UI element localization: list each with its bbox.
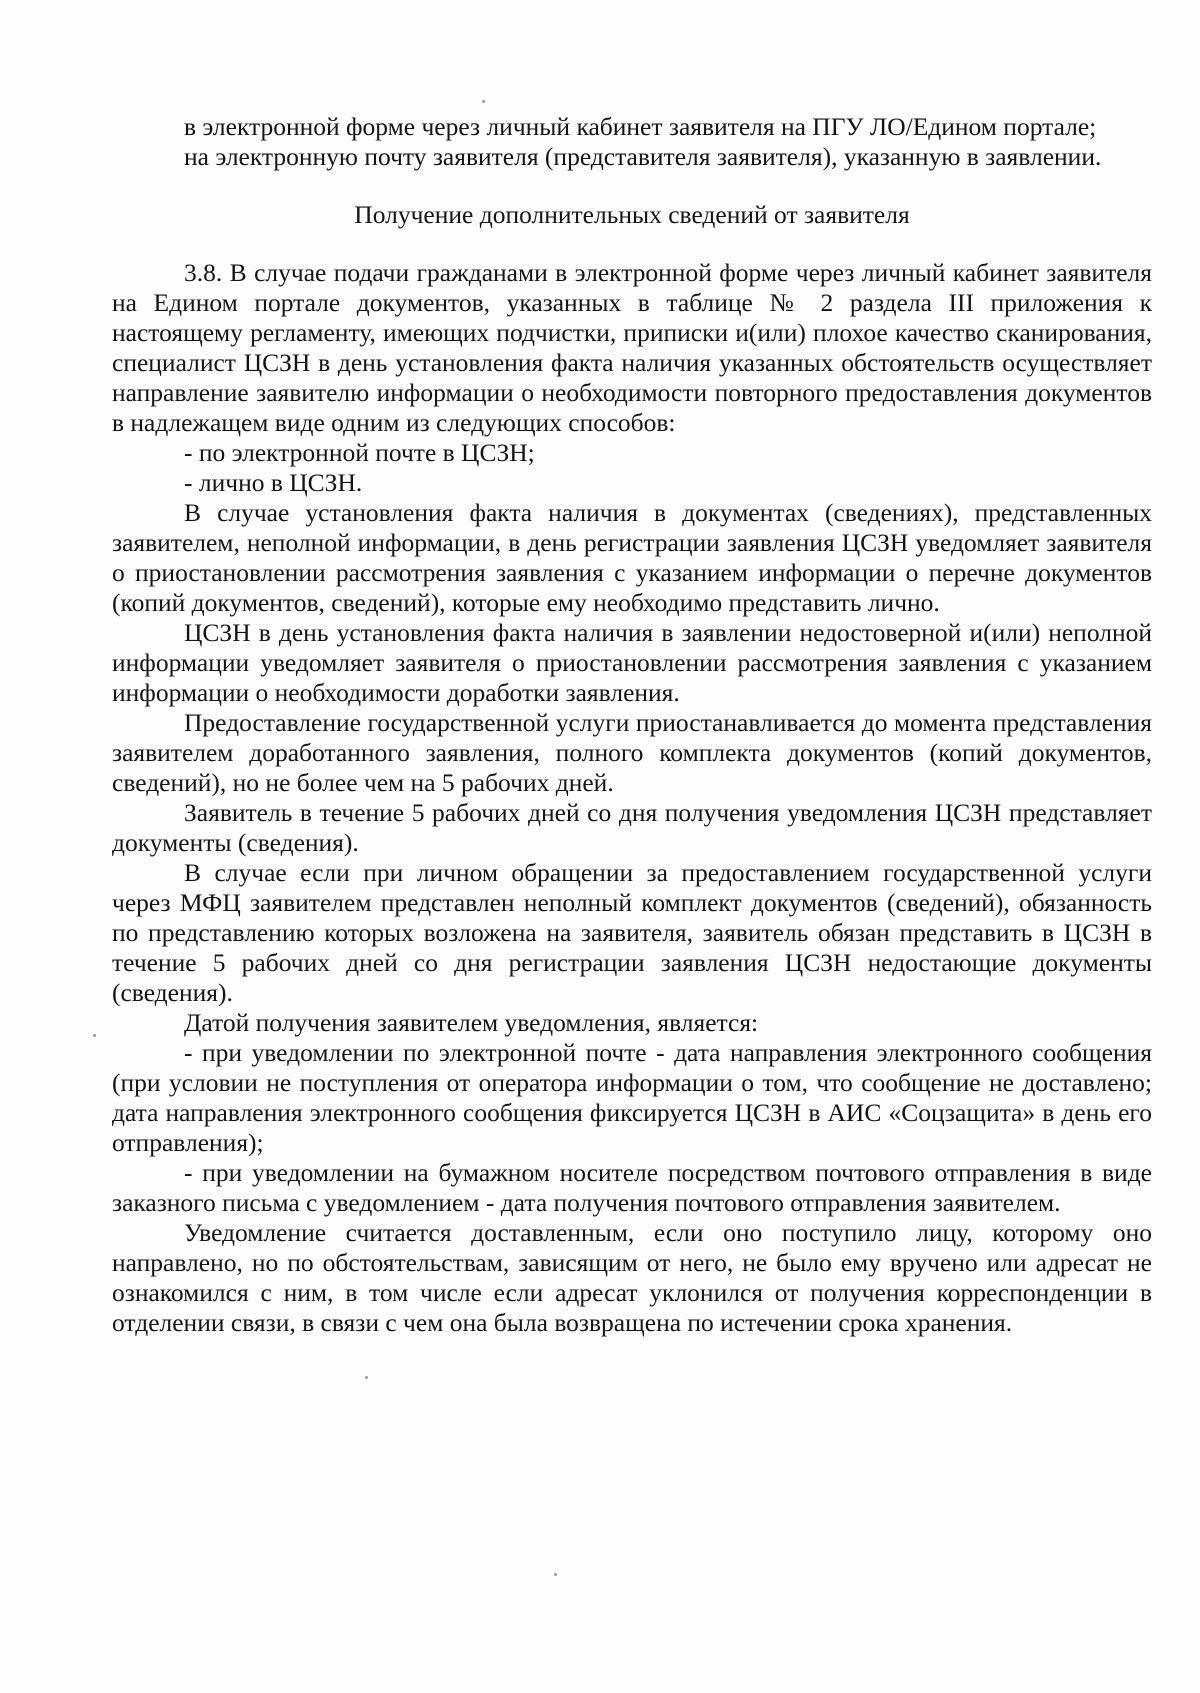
list-item-email: - по электронной почте в ЦСЗН; (184, 438, 535, 467)
paragraph-delivered-notice: Уведомление считается доставленным, если оно поступило лицу, которому оно направлено, но по обстоятельствам, зависящим от него, не было ему вручено или адресат не ознакомился с ним, в том числе если адресат уклонился от получения корреспонденции в отделении связи, в связи с чем она была возвращена по истечении срока хранения. (112, 1218, 1152, 1337)
scan-speck (93, 1034, 96, 1037)
paragraph-mfc: В случае если при личном обращении за предоставлением государственной услуги через МФЦ заявителем представлен неполный комплект документов (сведений), обязанность по представлению которых возложена на заявителя, заявитель обязан представить в ЦСЗН в течение 5 рабочих дней со дня регистрации заявления ЦСЗН недостающие документы (сведения). (112, 858, 1152, 1007)
scan-speck (554, 1573, 557, 1576)
section-heading: Получение дополнительных сведений от заявителя (354, 200, 910, 229)
scan-speck (365, 1376, 368, 1379)
paragraph-intro-2: на электронную почту заявителя (представителя заявителя), указанную в заявлении. (184, 142, 1102, 171)
document-text (112, 112, 1152, 1338)
paragraph-incomplete-info: В случае установления факта наличия в документах (сведениях), представленных заявителем, неполной информации, в день регистрации заявления ЦСЗН уведомляет заявителя о приостановлении рассмотрения заявления с указанием информации о перечне документов (копий документов, сведений), которые ему необходимо представить лично. (112, 498, 1152, 617)
paragraph-applicant-submits: Заявитель в течение 5 рабочих дней со дня получения уведомления ЦСЗН представляет документы (сведения). (112, 798, 1152, 857)
paragraph-notification-date: Датой получения заявителем уведомления, является: (184, 1008, 759, 1037)
paragraph-suspension: Предоставление государственной услуги приостанавливается до момента представления заявителем доработанного заявления, полного комплекта документов (копий документов, сведений), но не более чем на 5 рабочих дней. (112, 708, 1152, 797)
list-item-in-person: - лично в ЦСЗН. (184, 468, 363, 497)
list-item-electronic-notice: - при уведомлении по электронной почте - дата направления электронного сообщения (при условии не поступления от оператора информации о том, что сообщение не доставлено; дата направления электронного сообщения фиксируется ЦСЗН в АИС «Соцзащита» в день его отправления); (112, 1038, 1152, 1157)
paragraph-intro-1: в электронной форме через личный кабинет заявителя на ПГУ ЛО/Едином портале; (184, 112, 1097, 141)
scan-speck (482, 100, 485, 103)
paragraph-unreliable-info: ЦСЗН в день установления факта наличия в заявлении недостоверной и(или) неполной информации уведомляет заявителя о приостановлении рассмотрения заявления с указанием информации о необходимости доработки заявления. (112, 618, 1152, 707)
list-item-paper-notice: - при уведомлении на бумажном носителе посредством почтового отправления в виде заказного письма с уведомлением - дата получения почтового отправления заявителем. (112, 1158, 1152, 1217)
paragraph-3-8: 3.8. В случае подачи гражданами в электронной форме через личный кабинет заявителя на Едином портале документов, указанных в таблице № 2 раздела III приложения к настоящему регламенту, имеющих подчистки, приписки и(или) плохое качество сканирования, специалист ЦСЗН в день установления факта наличия указанных обстоятельств осуществляет направление заявителю информации о необходимости повторного предоставления документов в надлежащем виде одним из следующих способов: (112, 258, 1152, 437)
